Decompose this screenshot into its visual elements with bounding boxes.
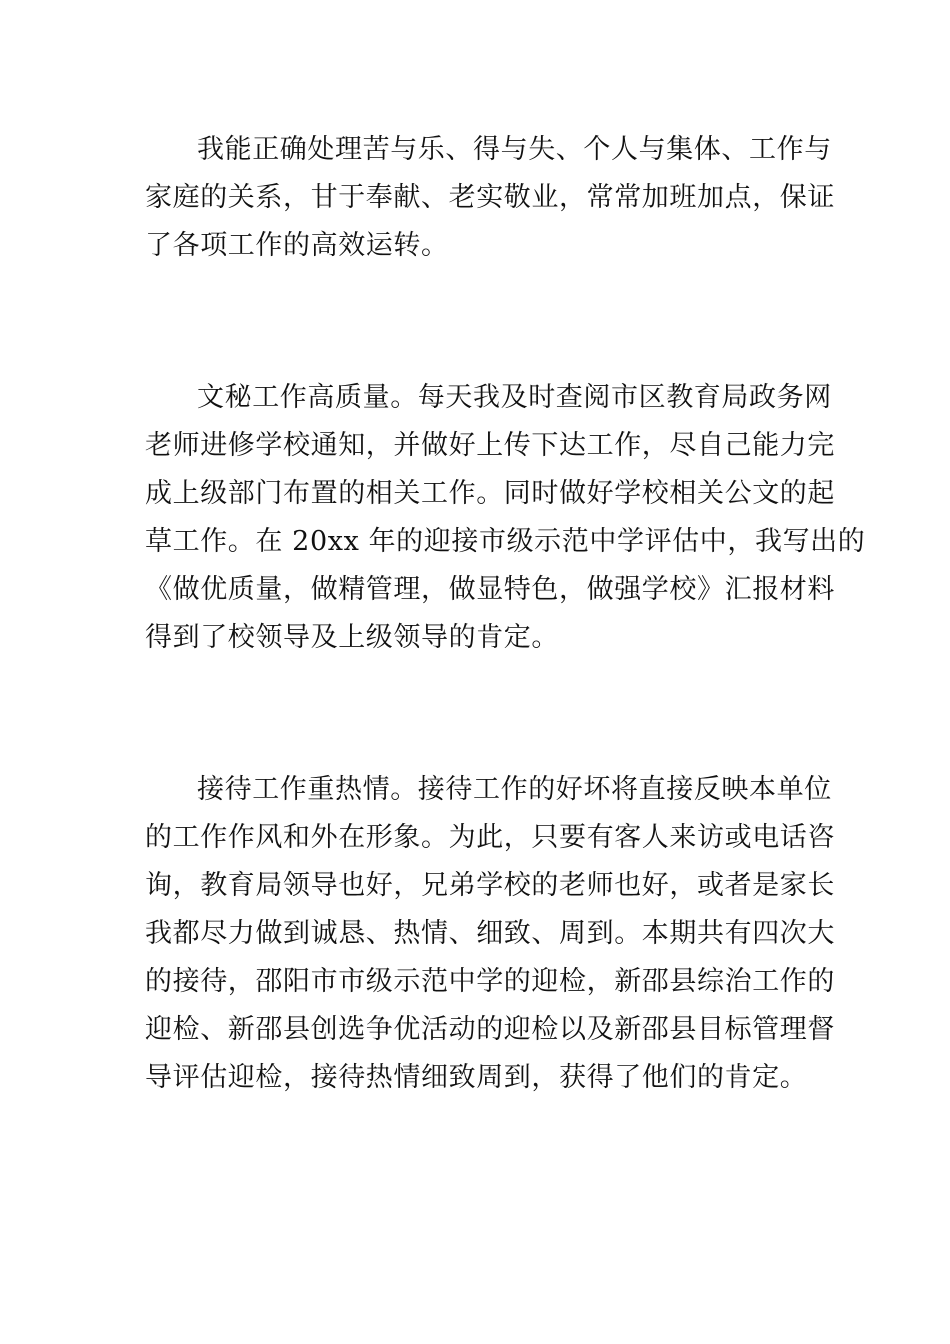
paragraph-line: 家庭的关系，甘于奉献、老实敬业，常常加班加点，保证 [145, 182, 835, 213]
paragraph-1 [145, 126, 835, 270]
paragraph-line: 导评估迎检，接待热情细致周到，获得了他们的肯定。 [145, 1062, 808, 1093]
paragraph-line: 的接待，邵阳市市级示范中学的迎检，新邵县综治工作的 [145, 966, 835, 997]
paragraph-line: 成上级部门布置的相关工作。同时做好学校相关公文的起 [145, 478, 835, 509]
paragraph-line: 询，教育局领导也好，兄弟学校的老师也好，或者是家长 [145, 870, 835, 901]
paragraph-3 [145, 766, 835, 1102]
paragraph-line: 文秘工作高质量。每天我及时查阅市区教育局政务网 [197, 382, 832, 413]
paragraph-line: 得到了校领导及上级领导的肯定。 [145, 622, 559, 653]
paragraph-line: 《做优质量，做精管理，做显特色，做强学校》汇报材料 [145, 574, 835, 605]
paragraph-line: 我能正确处理苦与乐、得与失、个人与集体、工作与 [197, 134, 832, 165]
paragraph-line: 草工作。在 20xx 年的迎接市级示范中学评估中，我写出的 [145, 526, 866, 557]
paragraph-line: 的工作作风和外在形象。为此，只要有客人来访或电话咨 [145, 822, 835, 853]
paragraph-line: 了各项工作的高效运转。 [145, 230, 449, 261]
paragraph-line: 迎检、新邵县创选争优活动的迎检以及新邵县目标管理督 [145, 1014, 835, 1045]
paragraph-line: 接待工作重热情。接待工作的好坏将直接反映本单位 [197, 774, 832, 805]
paragraph-2 [145, 374, 866, 662]
paragraph-line: 老师进修学校通知，并做好上传下达工作，尽自己能力完 [145, 430, 835, 461]
paragraph-line: 我都尽力做到诚恳、热情、细致、周到。本期共有四次大 [145, 918, 835, 949]
